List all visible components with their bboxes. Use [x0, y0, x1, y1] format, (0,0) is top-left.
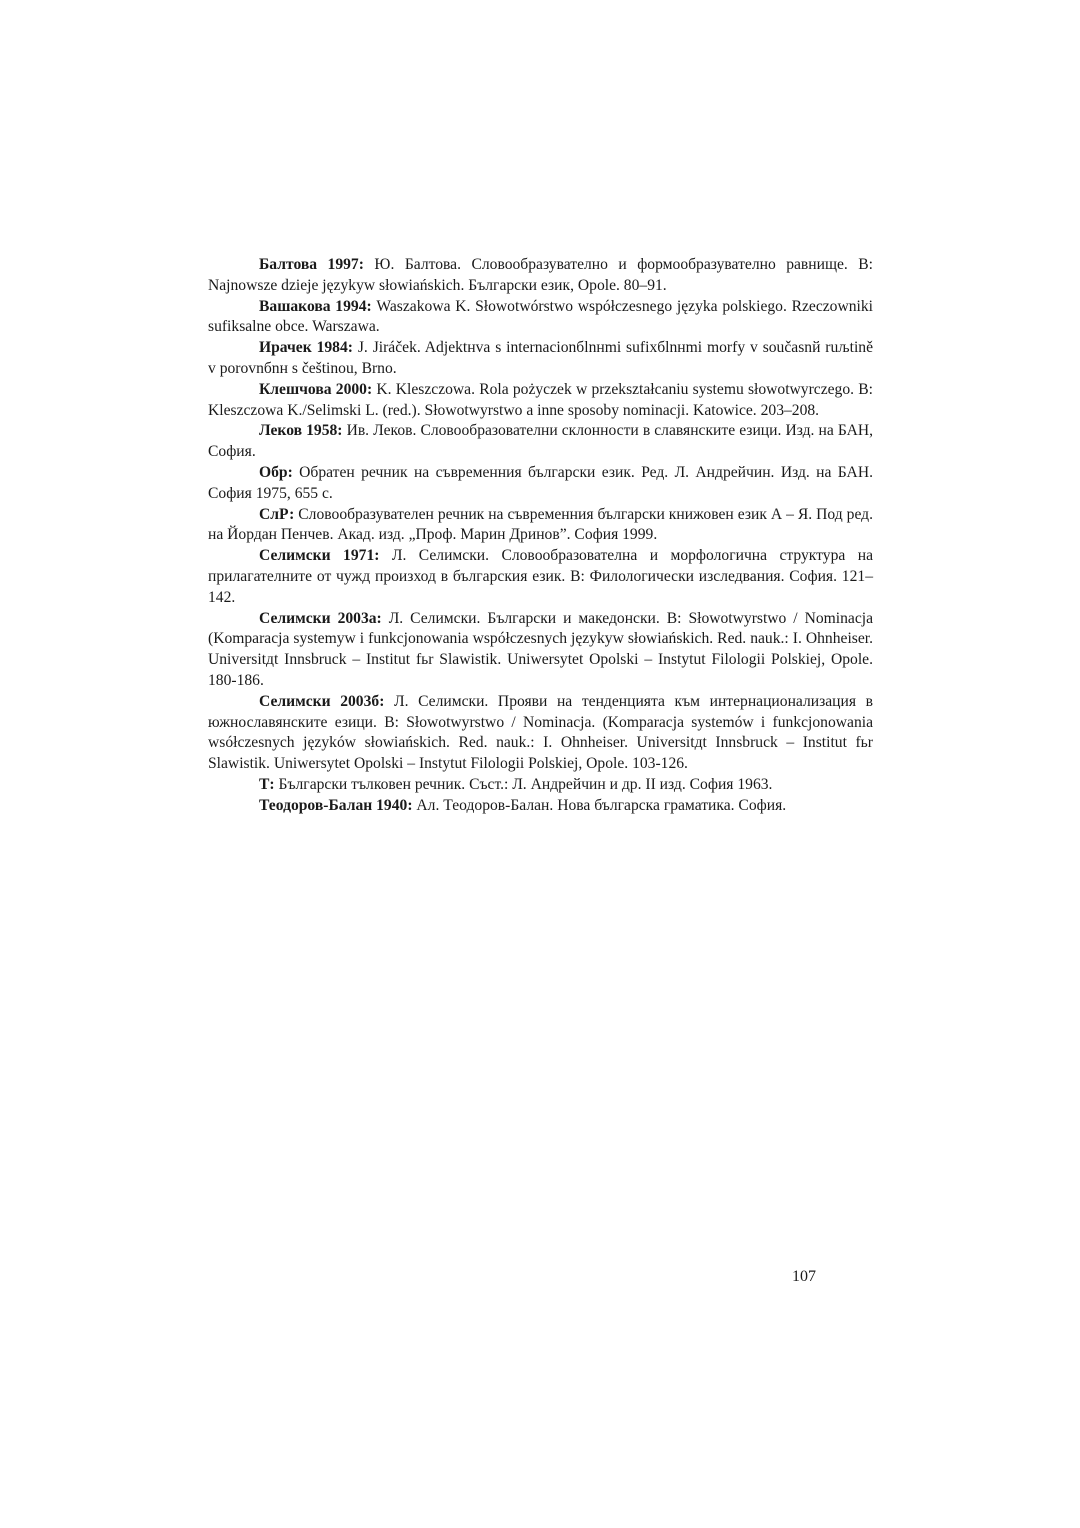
- reference-text: J. Jiráček. Adjektнva s internacionбlnнmi sufixбlnнmi morfy v současnй ruљtině v porovnбnн s češtinou, Brno.: [208, 339, 874, 377]
- reference-key: СлР:: [259, 505, 295, 523]
- reference-key: Селимски 2003а:: [259, 609, 382, 627]
- page-number: 107: [792, 1268, 816, 1285]
- reference-entry: [208, 546, 873, 608]
- reference-key: Леков 1958:: [259, 422, 343, 440]
- reference-text: K. Kleszczowa. Rola pożyczek w przekształcaniu systemu słowotwyrczego. B: Kleszczowa K./Selimski L. (red.). Słowotwyrstwo a inne sposoby nominacji. Katowice. 203–208.: [208, 380, 874, 419]
- reference-text: Български тълковен речник. Съст.: Л. Андрейчин и др. II изд. София 1963.: [278, 775, 773, 793]
- reference-key: Т:: [259, 775, 275, 793]
- reference-text: Словообразувателен речник на съвременния български книжовен език А – Я. Под ред. на Йордан Пенчев. Акад. изд. „Проф. Марин Дринов”. София 1999.: [208, 505, 873, 544]
- reference-entry: [208, 775, 873, 796]
- reference-text: Л. Селимски. Словообразователна и морфологична структура на прилагателните от чужд произход в българския език. В: Филологически изследвания. София. 121–142.: [208, 547, 873, 606]
- reference-text: Л. Селимски. Прояви на тенденцията към интернационализация в южнославянските езици. В: Słowotwyrstwo / Nominacja. (Komparacja systemów i funkcjonowania wsółczesnych języków słowiańskich. Red. nauk.: I. Ohnheiser. Universitдt Innsbruck – Institut fьr Slawistik. Uniwersytet Opolski – Instytut Filologii Polskiej, Opole. 103-126.: [208, 692, 874, 773]
- reference-entry: [208, 338, 873, 380]
- reference-text: Waszakowa K. Słowotwórstwo współczesnego języka polskiego. Rzeczowniki sufiksalne obce. Warszawa.: [208, 297, 873, 336]
- reference-key: Вашакова 1994:: [259, 297, 372, 315]
- reference-key: Обр:: [259, 463, 293, 481]
- reference-text: Обратен речник на съвременния български език. Ред. Л. Андрейчин. Изд. на БАН. София 1975, 655 с.: [208, 463, 873, 502]
- reference-key: Селимски 2003б:: [259, 692, 385, 710]
- bibliography-list: [208, 255, 873, 817]
- reference-entry: [208, 380, 873, 422]
- reference-entry: [208, 609, 873, 692]
- reference-entry: [208, 255, 873, 297]
- reference-entry: [208, 421, 873, 463]
- reference-entry: [208, 505, 873, 547]
- reference-entry: [208, 297, 873, 339]
- reference-entry: [208, 692, 873, 775]
- reference-text: Л. Селимски. Български и македонски. В: Słowotwyrstwo / Nominacja (Komparacja systemyw i funkcjonowania współczesnych językyw słowiańskich. Red. nauk.: I. Ohnheiser. Universitдt Innsbruck – Institut fьr Slawistik. Uniwersytet Opolski – Instytut Filologii Polskiej, Opole. 180-186.: [208, 609, 874, 689]
- reference-text: Ал. Теодоров-Балан. Нова българска граматика. София.: [416, 796, 787, 814]
- reference-key: Селимски 1971:: [259, 547, 380, 565]
- reference-text: Ю. Балтова. Словообразувателно и формообразувателно равнище. В: Najnowsze dzieje językyw słowiańskich. Български език, Opole. 80–91.: [208, 256, 874, 294]
- reference-key: Балтова 1997:: [259, 256, 364, 273]
- reference-key: Теодоров-Балан 1940:: [259, 796, 413, 814]
- reference-entry: [208, 796, 873, 817]
- reference-text: Ив. Леков. Словообразователни склонности в славянските езици. Изд. на БАН, София.: [208, 422, 873, 461]
- reference-entry: [208, 463, 873, 505]
- reference-key: Клешчова 2000:: [259, 380, 373, 398]
- reference-key: Ирачек 1984:: [259, 339, 353, 357]
